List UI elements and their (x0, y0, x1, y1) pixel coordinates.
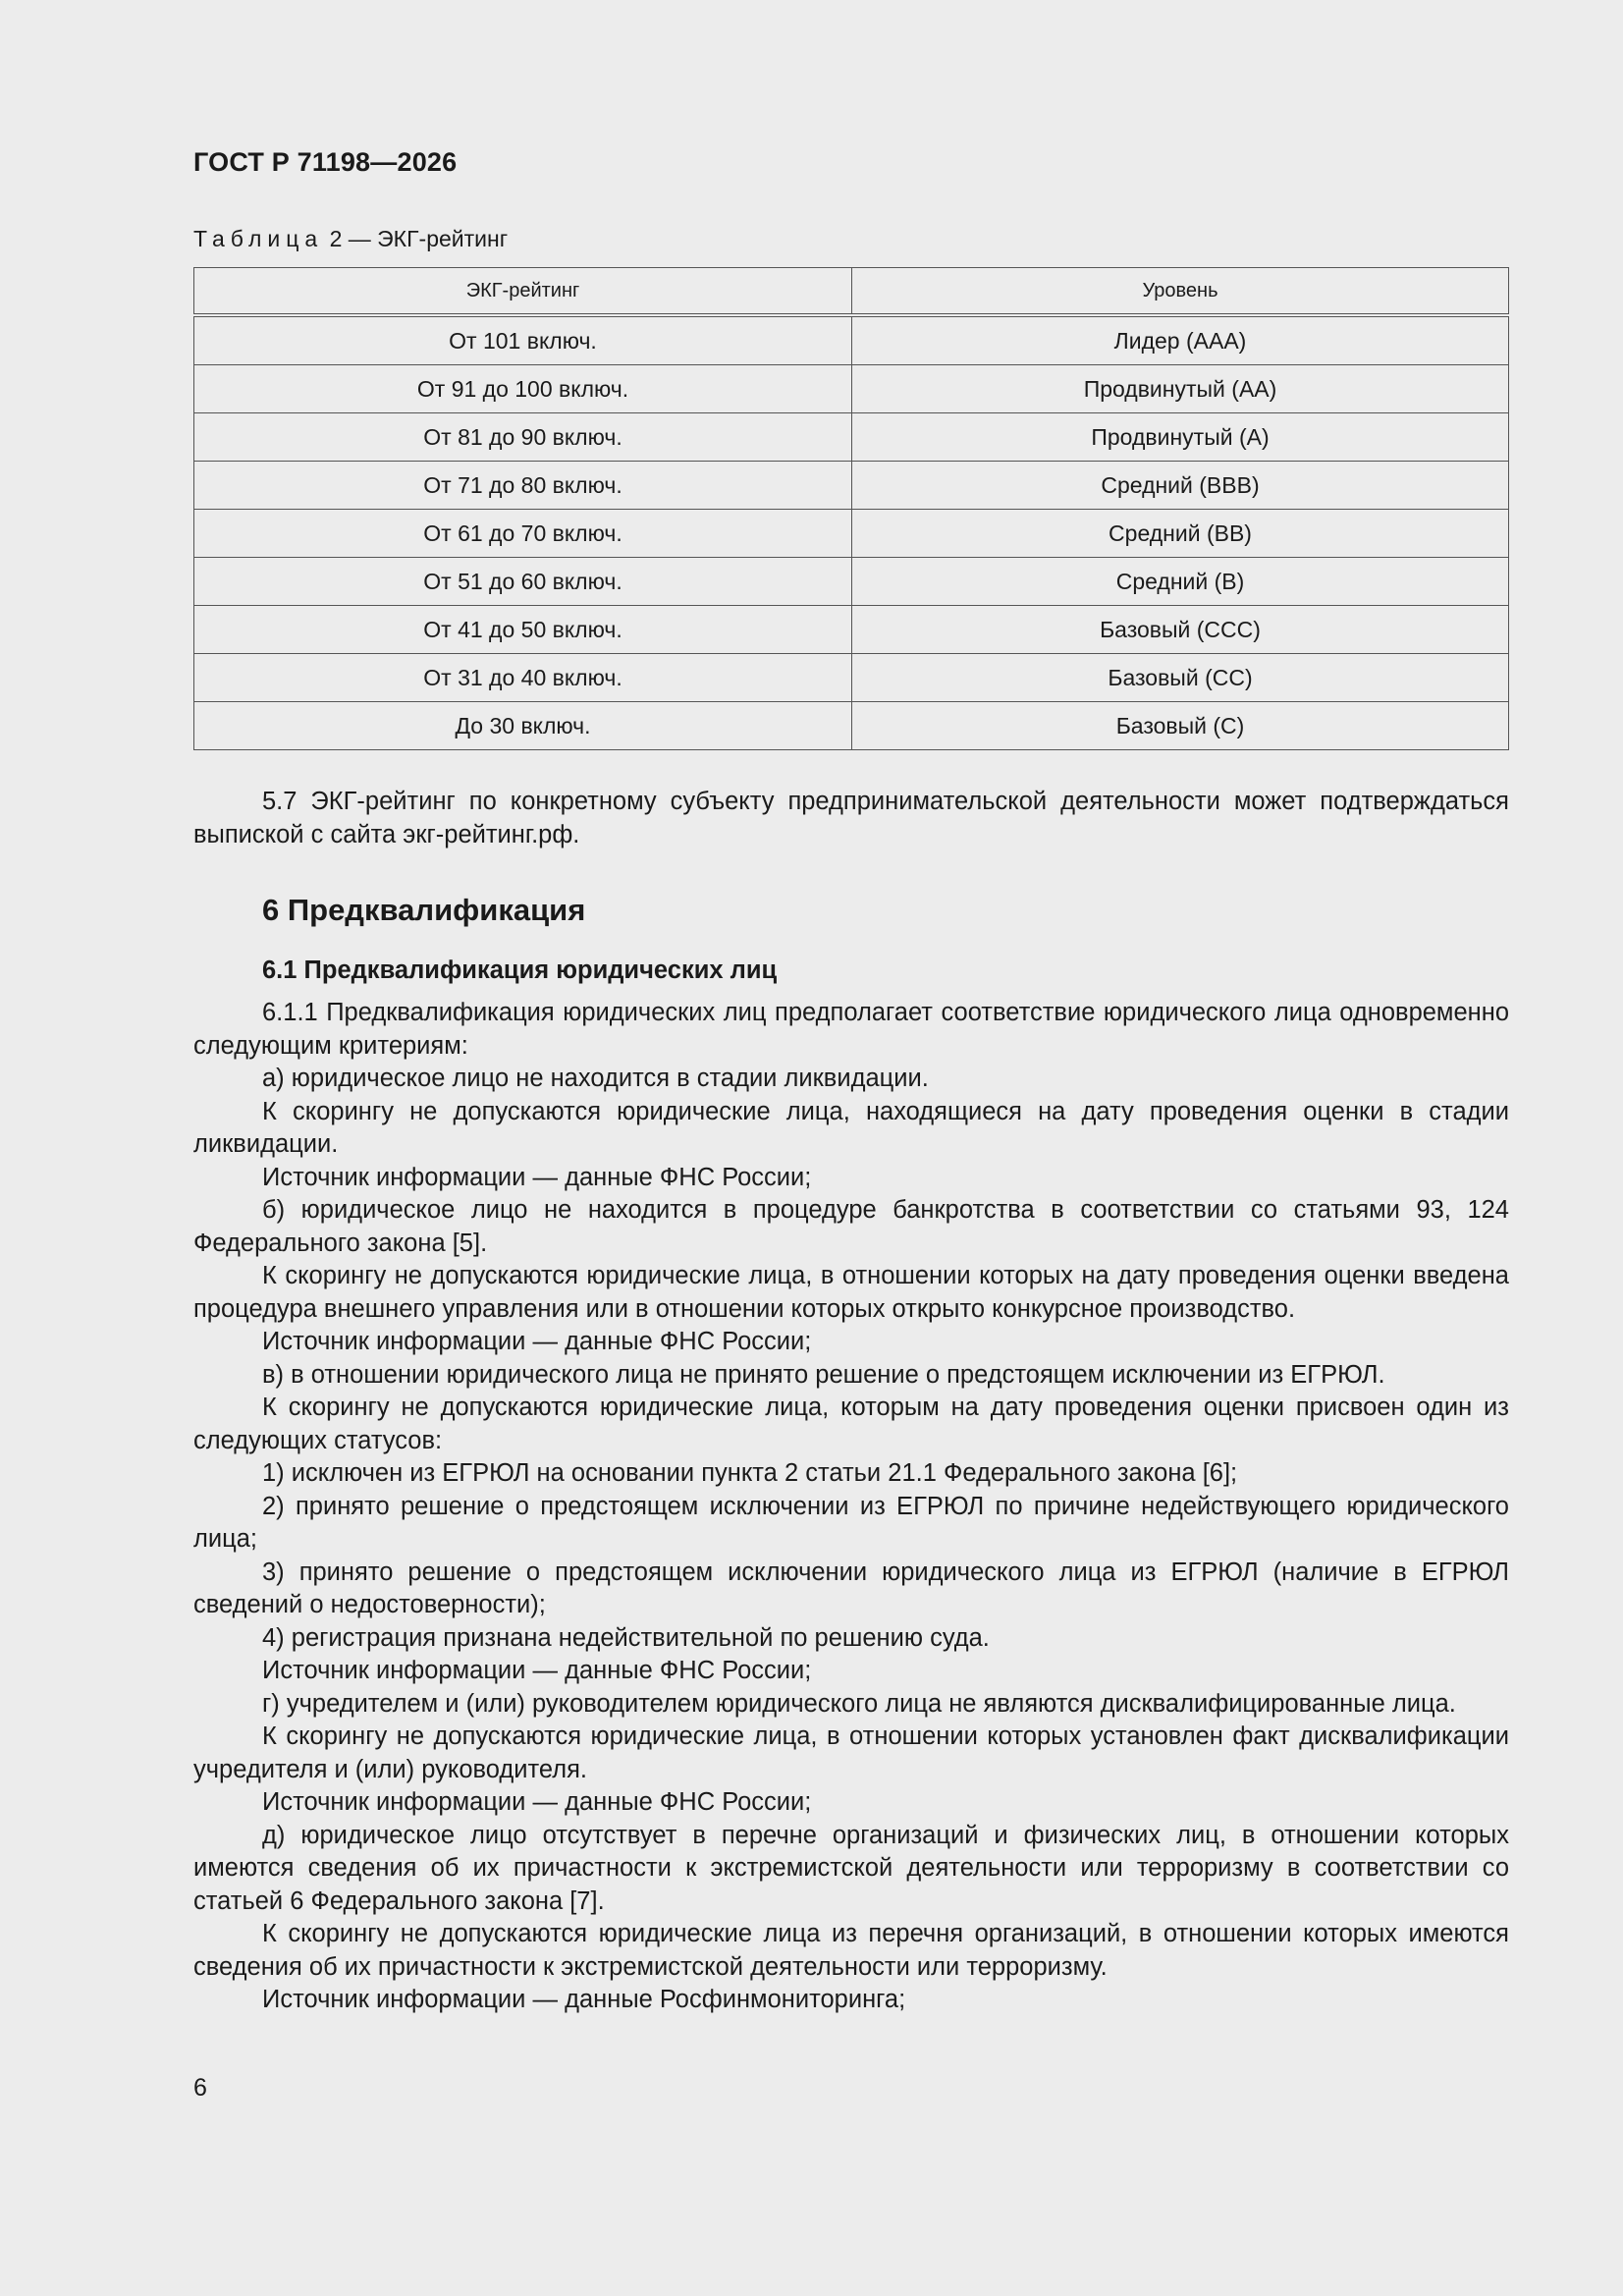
body-text (193, 786, 1509, 2017)
table-row (194, 510, 1509, 558)
table-row (194, 558, 1509, 606)
paragraph: Источник информации — данные ФНС России; (262, 1163, 812, 1191)
table-cell-level: Лидер (ААА) (852, 315, 1509, 365)
table-row (194, 315, 1509, 365)
document-code: ГОСТ Р 71198—2026 (193, 147, 458, 177)
table-body (194, 315, 1509, 750)
table-cell-rating: От 41 до 50 включ. (194, 606, 852, 654)
table-row (194, 413, 1509, 462)
table-row (194, 365, 1509, 413)
table-cell-rating: От 61 до 70 включ. (194, 510, 852, 558)
paragraph: Источник информации — данные ФНС России; (262, 1328, 812, 1355)
table-cell-level: Средний (ВВВ) (852, 462, 1509, 510)
paragraph: 4) регистрация признана недействительной по решению суда. (262, 1623, 990, 1652)
page-number: 6 (193, 2074, 207, 2102)
paragraph: 1) исключен из ЕГРЮЛ на основании пункта 2 статьи 21.1 Федерального закона [6]; (262, 1459, 1238, 1487)
table-header-row (194, 268, 1509, 316)
paragraph: 3) принято решение о предстоящем исключении юридического лица из ЕГРЮЛ (наличие в ЕГРЮЛ сведений о недостоверности); (193, 1558, 1509, 1618)
table-cell-rating: От 81 до 90 включ. (194, 413, 852, 462)
paragraph: 5.7 ЭКГ-рейтинг по конкретному субъекту предпринимательской деятельности может подтверждаться выпиской с сайта экг-рейтинг.рф. (193, 788, 1509, 848)
column-header-rating: ЭКГ-рейтинг (194, 268, 852, 316)
table-cell-level: Средний (ВВ) (852, 510, 1509, 558)
paragraph: К скорингу не допускаются юридические лица, которым на дату проведения оценки присвоен один из следующих статусов: (193, 1394, 1509, 1454)
table-caption (193, 226, 508, 252)
table-cell-level: Базовый (СС) (852, 654, 1509, 702)
paragraph: Источник информации — данные ФНС России; (262, 1788, 812, 1816)
table-row (194, 462, 1509, 510)
table-caption-title: 2 — ЭКГ-рейтинг (323, 226, 509, 251)
table-cell-rating: До 30 включ. (194, 702, 852, 750)
paragraph: б) юридическое лицо не находится в процедуре банкротства в соответствии со статьями 93, 124 Федерального закона [5]. (193, 1196, 1509, 1257)
paragraph: Источник информации — данные Росфинмониторинга; (262, 1986, 906, 2013)
paragraph: К скорингу не допускаются юридические лица, в отношении которых установлен факт дисквалификации учредителя и (или) руководителя. (193, 1722, 1509, 1783)
table-cell-rating: От 31 до 40 включ. (194, 654, 852, 702)
table-cell-rating: От 51 до 60 включ. (194, 558, 852, 606)
table-cell-level: Продвинутый (А) (852, 413, 1509, 462)
paragraph: в) в отношении юридического лица не принято решение о предстоящем исключении из ЕГРЮЛ. (262, 1360, 1385, 1389)
table-cell-rating: От 71 до 80 включ. (194, 462, 852, 510)
paragraph: 6.1.1 Предквалификация юридических лиц предполагает соответствие юридического лица одновременно следующим критериям: (193, 999, 1509, 1060)
table-cell-rating: От 101 включ. (194, 315, 852, 365)
paragraph: 2) принято решение о предстоящем исключении из ЕГРЮЛ по причине недействующего юридического лица; (193, 1492, 1509, 1553)
table-cell-rating: От 91 до 100 включ. (194, 365, 852, 413)
paragraph: К скорингу не допускаются юридические лица, в отношении которых на дату проведения оценки введена процедура внешнего управления или в отношении которых открыто конкурсное производство. (193, 1262, 1509, 1323)
table-cell-level: Базовый (С) (852, 702, 1509, 750)
rating-table (193, 267, 1509, 750)
paragraph: г) учредителем и (или) руководителем юридического лица не являются дисквалифицированные лица. (262, 1689, 1456, 1718)
table-cell-level: Базовый (ССС) (852, 606, 1509, 654)
table-row (194, 654, 1509, 702)
paragraph: д) юридическое лицо отсутствует в перечне организаций и физических лиц, в отношении которых имеются сведения об их причастности к экстремистской деятельности или терроризму в соответствии со статьей 6 Федерального закона [7]. (193, 1821, 1509, 1915)
table-caption-word: Таблица (193, 226, 324, 251)
section-heading: 6 Предквалификация (262, 893, 586, 927)
subsection-heading: 6.1 Предквалификация юридических лиц (262, 957, 778, 984)
table-row (194, 606, 1509, 654)
table-cell-level: Продвинутый (АА) (852, 365, 1509, 413)
table-cell-level: Средний (В) (852, 558, 1509, 606)
paragraph: К скорингу не допускаются юридические лица из перечня организаций, в отношении которых имеются сведения об их причастности к экстремистской деятельности или терроризму. (193, 1920, 1509, 1981)
paragraph: а) юридическое лицо не находится в стадии ликвидации. (262, 1065, 929, 1092)
column-header-level: Уровень (852, 268, 1509, 316)
paragraph: Источник информации — данные ФНС России; (262, 1657, 812, 1684)
table-row (194, 702, 1509, 750)
paragraph: К скорингу не допускаются юридические лица, находящиеся на дату проведения оценки в стадии ликвидации. (193, 1097, 1509, 1158)
